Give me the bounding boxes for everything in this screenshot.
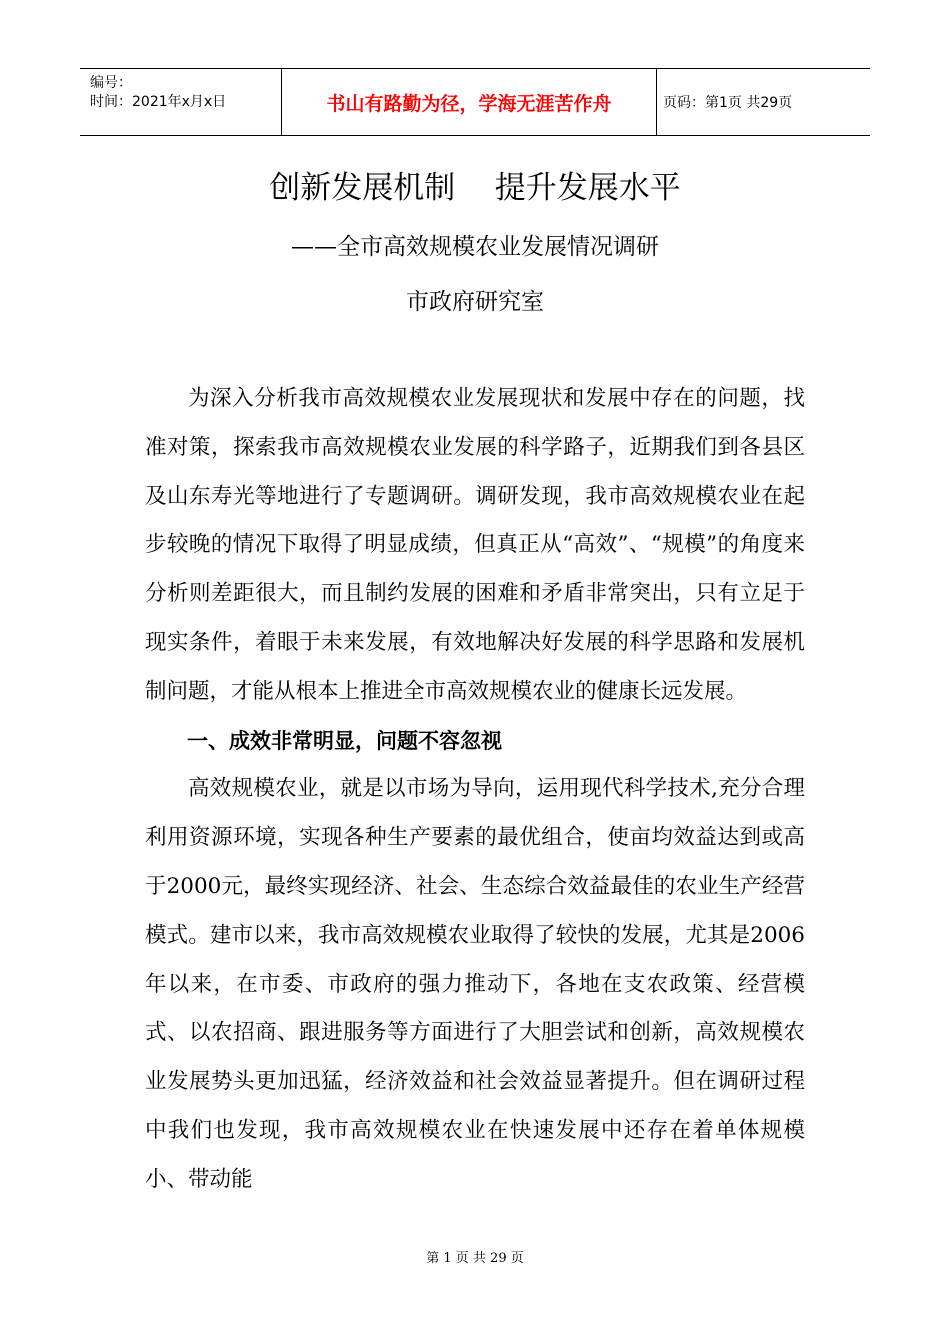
header-meta — [80, 69, 282, 135]
document-subtitle: ——全市高效规模农业发展情况调研 — [291, 234, 659, 260]
section-paragraph: 高效规模农业，就是以市场为导向，运用现代科学技术,充分合理利用资源环境，实现各种生产要素的最优组合，使亩均效益达到或高于2000元，最终实现经济、社会、生态综合效益最佳的农业生产经营模式。建市以来，我市高效规模农业取得了较快的发展，尤其是2006年以来，在市委、市政府的强力推动下，各地在支农政策、经营模式、以农招商、跟进服务等方面进行了大胆尝试和创新，高效规模农业发展势头更加迅猛，经济效益和社会效益显著提升。但在调研过程中我们也发现，我市高效规模农业在快速发展中还存在着单体规模小、带动能 — [145, 776, 805, 1192]
section-heading: 一、成效非常明显，问题不容忽视 — [187, 728, 502, 753]
document-body — [145, 375, 805, 1205]
document-date: 时间：2021年x月x日 — [90, 94, 227, 110]
header-page-info: 页码：第1页 共29页 — [663, 95, 793, 111]
intro-paragraph: 为深入分析我市高效规模农业发展现状和发展中存在的问题，找准对策，探索我市高效规模农业发展的科学路子，近期我们到各县区及山东寿光等地进行了专题调研。调研发现，我市高效规模农业在起步较晚的情况下取得了明显成绩，但真正从“高效”、“规模”的角度来分析则差距很大，而且制约发展的困难和矛盾非常突出，只有立足于现实条件，着眼于未来发展，有效地解决好发展的科学思路和发展机制问题，才能从根本上推进全市高效规模农业的健康长远发展。 — [145, 386, 805, 704]
header-table — [80, 68, 870, 136]
header-motto: 书山有路勤为径，学海无涯苦作舟 — [282, 69, 657, 135]
document-number-label: 编号： — [90, 75, 132, 91]
document-title: 创新发展机制 提升发展水平 — [269, 170, 681, 206]
document-author: 市政府研究室 — [406, 289, 544, 315]
page-footer: 第 1 页 共 29 页 — [426, 1251, 524, 1266]
